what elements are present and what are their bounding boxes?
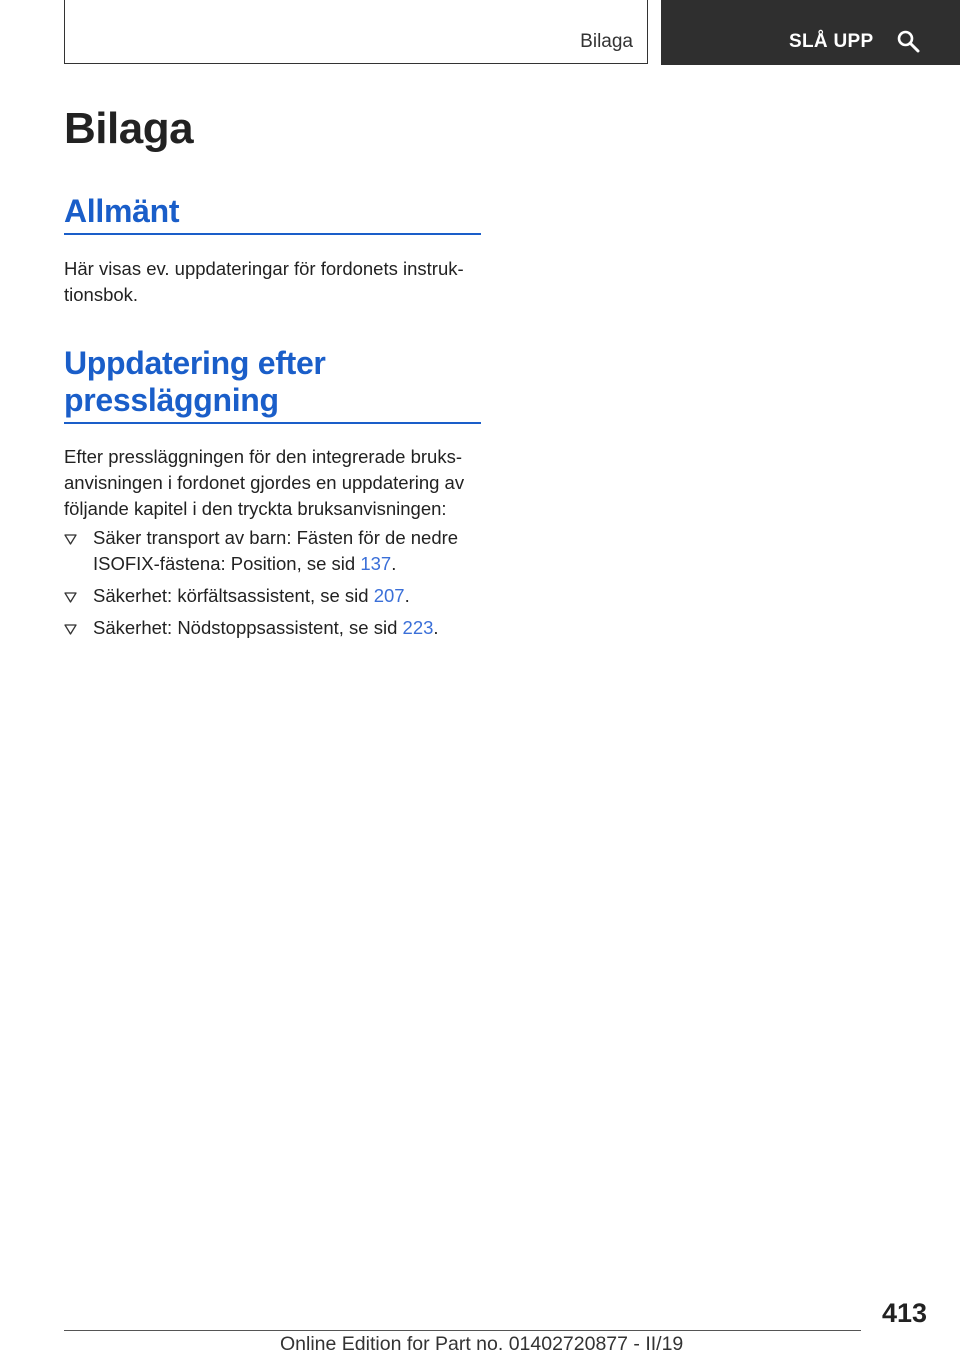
list-item-suffix: . xyxy=(433,617,439,638)
list-item-text: Säker transport av barn: Fästen för de nedre xyxy=(93,527,459,548)
paragraph-line: Här visas ev. uppdateringar för fordonets instruk- xyxy=(64,258,464,279)
list-item-text: Säkerhet: Nödstoppsassistent, se sid xyxy=(93,617,403,638)
list-item xyxy=(64,583,484,609)
section-heading-uppdatering xyxy=(64,345,326,419)
triangle-bullet-icon xyxy=(64,534,77,545)
paragraph-line: följande kapitel i den tryckta bruksanvisningen: xyxy=(64,498,447,519)
paragraph-line: tionsbok. xyxy=(64,284,139,305)
list-item xyxy=(64,615,484,641)
list-item xyxy=(64,525,484,577)
list-item-text: Säkerhet: körfältsassistent, se sid xyxy=(93,585,374,606)
footer-rule xyxy=(64,1330,861,1331)
section-rule xyxy=(64,422,481,424)
page-link-207[interactable]: 207 xyxy=(373,585,405,606)
page-link-223[interactable]: 223 xyxy=(402,617,434,638)
heading-line: Uppdatering efter xyxy=(64,345,326,381)
paragraph-line: Efter pressläggningen för den integrerade bruks- xyxy=(64,446,462,467)
heading-line: Allmänt xyxy=(64,193,180,229)
list-item-suffix: . xyxy=(391,553,397,574)
heading-line: pressläggning xyxy=(64,382,279,418)
triangle-bullet-icon xyxy=(64,624,77,635)
footer-edition-text: Online Edition for Part no. 01402720877 - II/19 xyxy=(280,1333,684,1355)
search-icon xyxy=(896,29,920,53)
page-title: Bilaga xyxy=(64,104,194,153)
page-link-137[interactable]: 137 xyxy=(360,553,392,574)
section-paragraph xyxy=(64,256,484,308)
chapter-tab-label: Bilaga xyxy=(580,31,633,52)
search-label: SLÅ UPP xyxy=(789,31,874,52)
search-button[interactable] xyxy=(661,0,960,65)
paragraph-line: anvisningen i fordonet gjordes en uppdatering av xyxy=(64,472,465,493)
triangle-bullet-icon xyxy=(64,592,77,603)
section-heading-allmant xyxy=(64,193,179,230)
page-number: 413 xyxy=(881,1298,927,1328)
list-item-text: ISOFIX-fästena: Position, se sid xyxy=(93,553,361,574)
section-rule xyxy=(64,233,481,235)
section-paragraph xyxy=(64,444,484,522)
update-list xyxy=(64,525,484,647)
chapter-tab xyxy=(64,0,648,64)
list-item-suffix: . xyxy=(404,585,410,606)
